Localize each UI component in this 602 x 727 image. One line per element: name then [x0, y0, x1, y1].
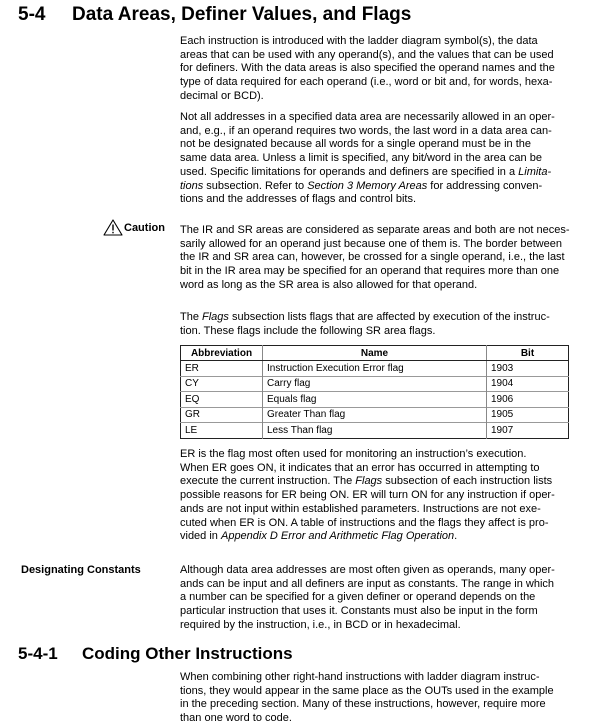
cell-bit: 1904	[487, 376, 569, 392]
text-line: The IR and SR areas are considered as separate areas and both are not neces-	[180, 224, 570, 236]
flags-table	[180, 345, 569, 439]
table-header-row	[181, 346, 569, 361]
text-line: sarily allowed for an operand just because one of them is. The border between	[180, 237, 562, 250]
text-line: required by the instruction, i.e., in BCD or in hexadecimal.	[180, 618, 461, 631]
designating-constants-label: Designating Constants	[21, 564, 141, 576]
table-row	[181, 392, 569, 408]
text-line: When ER goes ON, it indicates that an error has occurred in attempting to	[180, 461, 540, 474]
cell-name: Carry flag	[263, 376, 487, 392]
addresses-paragraph	[180, 111, 575, 207]
cell-name: Less Than flag	[263, 423, 487, 439]
flags-intro-paragraph	[180, 311, 575, 338]
text-line: vided in Appendix D Error and Arithmetic Flag Operation.	[180, 530, 458, 543]
subsection-number: 5-4-1	[18, 644, 58, 663]
text-line: Each instruction is introduced with the ladder diagram symbol(s), the data	[180, 35, 538, 47]
cell-name: Greater Than flag	[263, 407, 487, 423]
text-line: than one word to code.	[180, 712, 292, 725]
text-line: the IR and SR area can, however, be crossed for a single operand, i.e., the last	[180, 251, 565, 264]
text-line: decimal or BCD).	[180, 89, 264, 102]
caution-text-label: Caution	[124, 221, 165, 234]
text-line: tion. These flags include the following SR area flags.	[180, 324, 436, 337]
cell-bit: 1907	[487, 423, 569, 439]
column-header-bit: Bit	[487, 346, 569, 361]
text-line: tions and the addresses of flags and control bits.	[180, 193, 417, 206]
text-line: particular instruction that uses it. Constants must also be input in the form	[180, 605, 538, 618]
text-line: The Flags subsection lists flags that are affected by execution of the instruc-	[180, 311, 550, 323]
text-line: word as long as the SR area is also allowed for that operand.	[180, 278, 478, 291]
cell-bit: 1903	[491, 362, 514, 374]
warning-triangle-icon	[103, 219, 123, 236]
cell-abbreviation: ER	[181, 361, 263, 377]
text-line: areas that can be used with any operand(s), and the values that can be used	[180, 48, 554, 61]
cell-abbreviation: CY	[181, 376, 263, 392]
section-number: 5-4	[18, 4, 46, 25]
text-line: tions subsection. Refer to Section 3 Memory Areas for addressing conven-	[180, 179, 543, 192]
subsection-title: Coding Other Instructions	[82, 644, 293, 663]
section-title: Data Areas, Definer Values, and Flags	[72, 4, 412, 25]
intro-paragraph	[180, 35, 575, 104]
text-line: and, e.g., if an operand requires two words, the last word in a data area can-	[180, 124, 552, 137]
cell-abbreviation: LE	[181, 423, 263, 439]
text-line: Although data area addresses are most often given as operands, many oper-	[180, 564, 555, 576]
text-line: ands can be input and all definers are input as constants. The range in which	[180, 577, 555, 590]
text-line: Not all addresses in a specified data area are necessarily allowed in an oper-	[180, 111, 555, 123]
text-line: in the preceding section. Many of these instructions, however, require more	[180, 698, 546, 711]
text-line: a number can be specified for a given definer or operand depends on the	[180, 591, 536, 604]
cell-abbreviation: GR	[181, 407, 263, 423]
text-line: ands are not input within established parameters. Instructions are not exe-	[180, 502, 541, 515]
caution-label	[103, 219, 165, 236]
text-line: same data area. Unless a limit is specified, any bit/word in the area can be	[180, 152, 542, 165]
cell-abbreviation: EQ	[181, 392, 263, 408]
text-line: execute the current instruction. The Flags subsection of each instruction lists	[180, 475, 553, 488]
constants-paragraph	[180, 564, 575, 633]
text-line: for definers. With the data areas is also specified the operand names and the	[180, 62, 555, 75]
text-line: possible reasons for ER being ON. ER will turn ON for any instruction if oper-	[180, 489, 555, 502]
text-line: cuted when ER is ON. A table of instructions and the flags they affect is pro-	[180, 516, 549, 529]
cell-bit: 1906	[487, 392, 569, 408]
caution-paragraph	[180, 224, 575, 293]
text-line: When combining other right-hand instructions with ladder diagram instruc-	[180, 671, 540, 683]
text-line: used. Specific limitations for operands and definers are specified in a Limita-	[180, 165, 552, 178]
text-line: not be designated because all words for a single operand must be in the	[180, 138, 532, 151]
text-line: ER is the flag most often used for monitoring an instruction’s execution.	[180, 448, 527, 460]
table-row	[181, 407, 569, 423]
table-row	[181, 361, 569, 377]
table-row	[181, 423, 569, 439]
text-line: tions, they would appear in the same place as the OUTs used in the example	[180, 684, 554, 697]
cell-name: Equals flag	[263, 392, 487, 408]
text-line: type of data required for each operand (i.e., word or bit and, for words, hexa-	[180, 76, 553, 89]
column-header-name: Name	[263, 346, 487, 361]
coding-paragraph	[180, 671, 575, 726]
cell-name: Instruction Execution Error flag	[263, 361, 487, 377]
column-header-abbreviation: Abbreviation	[181, 346, 263, 361]
er-paragraph	[180, 448, 575, 544]
cell-bit: 1905	[487, 407, 569, 423]
table-row	[181, 376, 569, 392]
text-line: bit in the IR area may be specified for an operand that requires more than one	[180, 265, 560, 278]
